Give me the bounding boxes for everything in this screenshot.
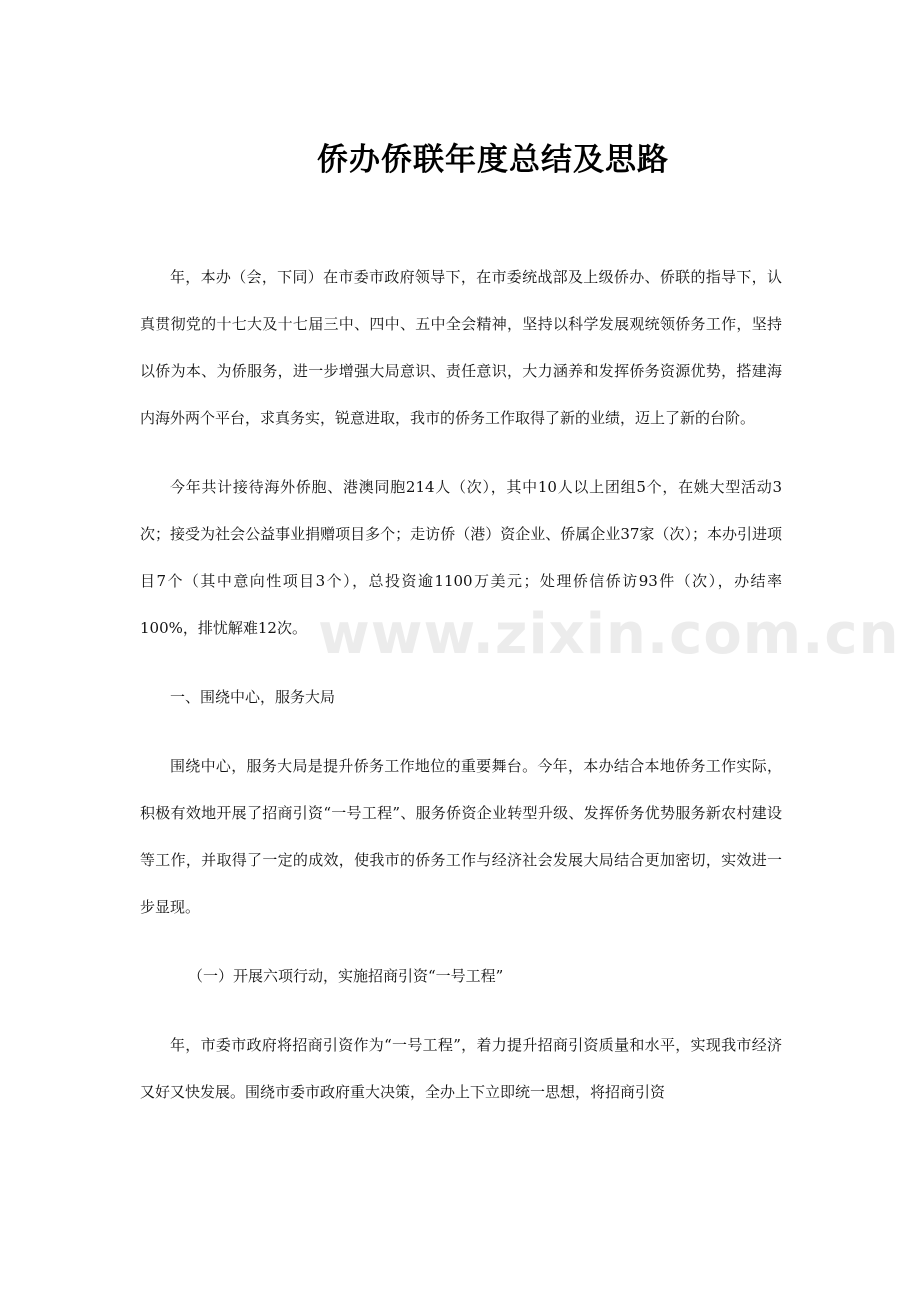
section-heading-1: 一、围绕中心，服务大局 (170, 688, 336, 706)
paragraph-section-1: 围绕中心，服务大局是提升侨务工作地位的重要舞台。今年，本办结合本地侨务工作实际，积极有效地开展了招商引资“一号工程”、服务侨资企业转型升级、发挥侨务优势服务新农村建设等工作，并取得了一定的成效，使我市的侨务工作与经济社会发展大局结合更加密切，实效进一步显现。 (140, 757, 782, 916)
paragraph-subsection-1: 年，市委市政府将招商引资作为“一号工程”，着力提升招商引资质量和水平，实现我市经济又好又快发展。围绕市委市政府重大决策，全办上下立即统一思想，将招商引资 (140, 1036, 782, 1101)
paragraph-intro: 年，本办（会，下同）在市委市政府领导下，在市委统战部及上级侨办、侨联的指导下，认真贯彻党的十七大及十七届三中、四中、五中全会精神，坚持以科学发展观统领侨务工作，坚持以侨为本、为侨服务，进一步增强大局意识、责任意识，大力涵养和发挥侨务资源优势，搭建海内海外两个平台，求真务实，锐意进取，我市的侨务工作取得了新的业绩，迈上了新的台阶。 (140, 268, 782, 427)
subsection-heading-1: （一）开展六项行动，实施招商引资“一号工程” (188, 967, 504, 985)
paragraph-statistics: 今年共计接待海外侨胞、港澳同胞214人（次），其中10人以上团组5个，在姚大型活动3次；接受为社会公益事业捐赠项目多个；走访侨（港）资企业、侨属企业37家（次）；本办引进项目7个（其中意向性项目3个），总投资逾1100万美元；处理侨信侨访93件（次），办结率100%，排忧解难12次。 (140, 478, 782, 637)
document-body (140, 254, 782, 1138)
document-title: 侨办侨联年度总结及思路 (317, 142, 669, 178)
watermark: www.zixin.com.cn (318, 602, 900, 667)
